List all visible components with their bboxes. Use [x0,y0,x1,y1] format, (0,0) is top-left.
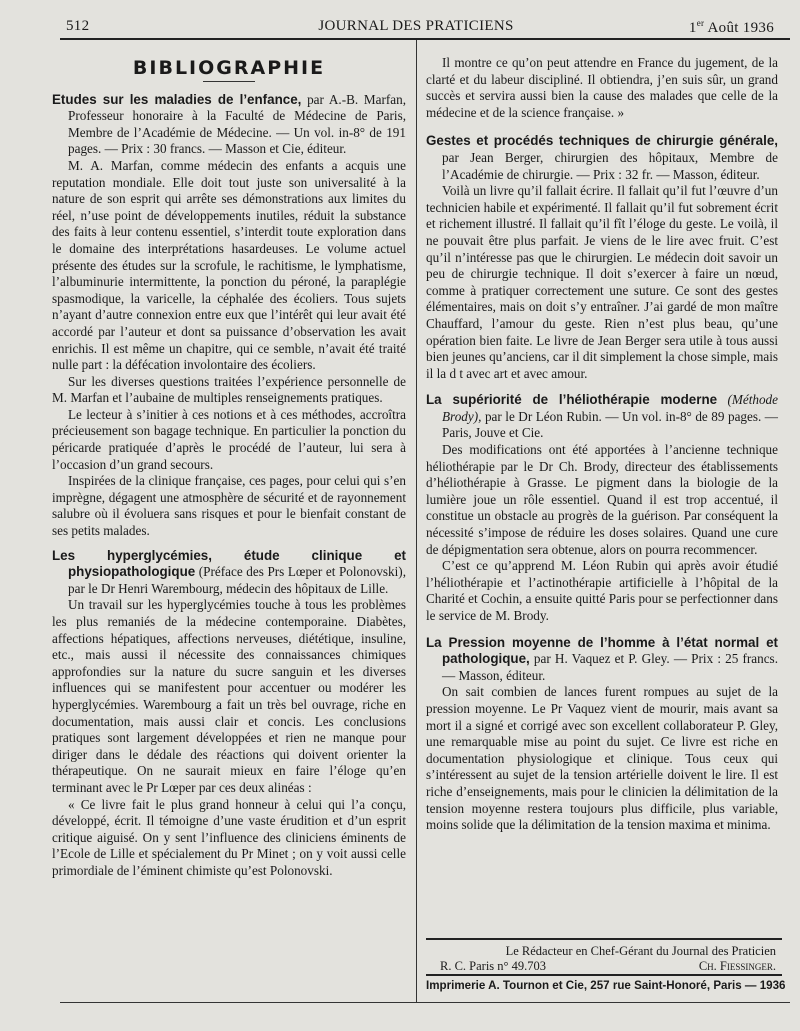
footer-rule [426,974,782,976]
date-sup: er [696,18,705,28]
paragraph: Voilà un livre qu’il fallait écrire. Il fallait qu’il fut l’œuvre d’un technicien habile et expérimenté. Il fallait qu’il fut sobrement écrit et richement illustré. Il fallait qu’il fît l’éloge du geste. Le voilà, il ne pouvait être plus parfait. Je viens de le lire avec fruit. C’est qu’il n’intéresse pas que le chirurgien. Le médecin doit savoir un peu de chirurgie technique. Il doit s’exercer à faire un nœud, comme à pratiquer correctement une suture. Ce sont des gestes élémentaires, mais on doit s’y entraîner. J’ai gardé de mon maître Chauffard, l’amour du geste. Rien n’est plus beau, qu’une opération bien faite. Le livre de Jean Berger sera utile à tous aussi bien jeunes qu’anciens, car il dit simplement la chose simple, mais il la d t avec art et avec amour. [426,183,778,381]
entry-meta: par Jean Berger, chirurgien des hôpitaux, Membre de l’Académie de chirurgie. — Prix : 32 fr. — Masson, éditeur. [442,149,778,182]
entry-heading-2 [52,548,406,598]
entry-meta: par le Dr Léon Rubin. — Un vol. in-8° de 89 pages. — Paris, Jouve et Cie. [442,408,778,441]
paragraph: Le lecteur à s’initier à ces notions et à ces méthodes, accroîtra précieusement son bagage technique. En particulier la ponction du péricarde pratiquée d’après le procédé de l’auteur, lui sera à l’occasion d’un grand secours. [52,406,406,472]
entry-heading-1 [52,92,406,158]
footer-rule [426,938,782,940]
paragraph: Inspirées de la clinique française, ces pages, pour celui qui s’en imprègne, dégagent une atmosphère de sécurité et de rayonnement salubre où il évoluera sans risques et pour le bienfait constant de ses petits malades. [52,473,406,539]
journal-title: JOURNAL DES PRATICIENS [318,18,514,34]
paragraph: Sur les diverses questions traitées l’expérience personnelle de M. Marfan et l’aubaine de multiples renseignements pratiques. [52,373,406,406]
paragraph: Il montre ce qu’on peut attendre en France du jugement, de la clarté et du labeur discipliné. Il obtiendra, j’en suis sûr, un grand succès et servira aussi bien la cause des malades que celle de la médecine et de la science française. » [426,55,778,120]
registration-line [440,959,776,974]
entry-title: Les hyperglycémies, étude clinique et physiopathologique [52,547,406,580]
printer-imprint: Imprimerie A. Tournon et Cie, 257 rue Saint-Honoré, Paris — 1936 [426,979,786,992]
right-column [426,55,778,834]
entry-heading-5 [426,635,778,685]
issue-date [689,18,774,37]
editor-credit [440,944,776,974]
paragraph: C’est ce qu’apprend M. Léon Rubin qui après avoir étudié l’héliothérapie et l’actinothérapie artificielle à l’hôpital de la Charité et Cochin, a ensuite quitté Paris pour se perfectionner dans le service de M. Brody. [426,558,778,623]
entry-subtitle: (Méthode Brody), [442,392,779,424]
paragraph: « Ce livre fait le plus grand honneur à celui qui l’a conçu, développé, écrit. Il témoigne d’une vaste érudition et d’un esprit critique aiguisé. On y sent l’influence des cliniciens éminents de l’Ecole de Lille et spécialement du Pr Minet ; on y voit aussi celle primordiale de l’éminent chimiste qu’est Polonovski. [52,796,406,878]
entry-meta: (Préface des Prs Lœper et Polonovski), par le Dr Henri Warembourg, médecin des hôpitaux de Lille. [68,564,406,596]
editor-line: Le Rédacteur en Chef-Gérant du Journal des Praticien [505,944,776,958]
entry-heading-4 [426,392,778,442]
entry-title: Gestes et procédés techniques de chirurgie générale, [426,133,778,149]
trade-register: R. C. Paris n° 49.703 [440,959,547,973]
entry-heading-3 [426,133,778,183]
header-rule [60,38,790,40]
paragraph: Des modifications ont été apportées à l’ancienne technique héliothérapie par le Dr Ch. Brody, directeur des établissements d’héliothérapie à Grasse. Le pigment dans la biologie de la lumière joue un rôle essentiel. Quand il est trop accentué, il constitue un obstacle au progrès de la guérison. Par conséquent la nécessité s’impose de réduire les doses solaires. Quand une cure de dépigmentation sera obtenue, alors on pourra recommencer. [426,442,778,557]
page-number: 512 [66,18,90,34]
date-month-year: Août 1936 [707,20,774,36]
paragraph: On sait combien de lances furent rompues au sujet de la pression moyenne. Le Pr Vaquez vient de mourir, mais avant sa mort il a signé et corrigé avec son excellent collaborateur P. Gley, une remarquable mise au point du sujet. Ce livre est riche en documentation physiologique et clinique. Tous ceux qui s’intéressent au sujet de la tension artérielle doivent le lire. Il est riche d’enseignements, mais pour le clinicien la délimitation de la tension moyenne restera toujours plus difficile, plus variable, moins solide que la délimitation de la tension maxima et minima. [426,684,778,833]
entry-title: La Pression moyenne de l’homme à l’état normal et pathologique, [426,634,778,667]
paragraph: Un travail sur les hyperglycémies touche à tous les problèmes les plus remaniés de la médecine contemporaine. Diabètes, affections hépatiques, affections nerveuses, diététique, insuline, etc., mais aussi il nécessite des connaissances chimiques approfondies sur la nature du sucre sanguin et les diverses influences qui se manifestent pour accentuer ou modérer les hyperglycémies. Warembourg a fait un très bel ouvrage, riche en documentation, mais aussi clair et concis. Les conclusions pratiques sont largement développées et rien ne manque pour diriger dans le dédale des réactions qui doivent orienter la thérapeutique. On ne saurait mieux en faire l’éloge qu’en terminant avec le Pr Lœper par ces deux alinéas : [52,597,406,795]
entry-meta: par H. Vaquez et P. Gley. — Prix : 25 francs. — Masson, éditeur. [442,651,778,683]
running-header [50,18,782,36]
title-underline [203,81,255,82]
paragraph: M. A. Marfan, comme médecin des enfants a acquis une reputation mondiale. Elle doit tout juste son universalité à la nature de son esprit qui arrête ses démonstrations aux limites du réel, n’use point de développements inutiles, réduit la substance des faits à leur contenu essentiel, s’interdit toute exploration dans le domaine des interprétations hasardeuses. Le volume actuel présente des études sur la scrofule, le rachitisme, le lymphatisme, l’albuminurie intermittente, la ponction du péroné, la paraplégie spasmodique, la varicelle, la céphalée des écoliers. Tous sujets n’ayant d’autre connexion entre eux que l’intérêt qui leur avait été accordé par l’auteur et dont sa puissance d’observation les avait enrichis. Il est même un chapitre, qui ce semble, n’avait été traité nulle part : la défécation involontaire des écoliers. [52,157,406,373]
date-day: 1 [688,20,697,36]
editor-name: Ch. Fiessinger. [698,959,776,973]
entry-title: La supériorité de l’héliothérapie moderne [426,392,718,408]
section-title: BIBLIOGRAPHIE [132,57,326,79]
column-separator [416,40,417,1002]
bottom-rule [60,1002,790,1003]
left-column [52,56,406,880]
entry-title: Etudes sur les maladies de l’enfance, [52,91,302,107]
entry-meta: par A.-B. Marfan, Professeur honoraire à la Faculté de Médecine de Paris, Membre de l’Académie de Médecine. — Un vol. in-8° de 191 pages. — Prix : 30 francs. — Masson et Cie, éditeur. [68,91,406,157]
